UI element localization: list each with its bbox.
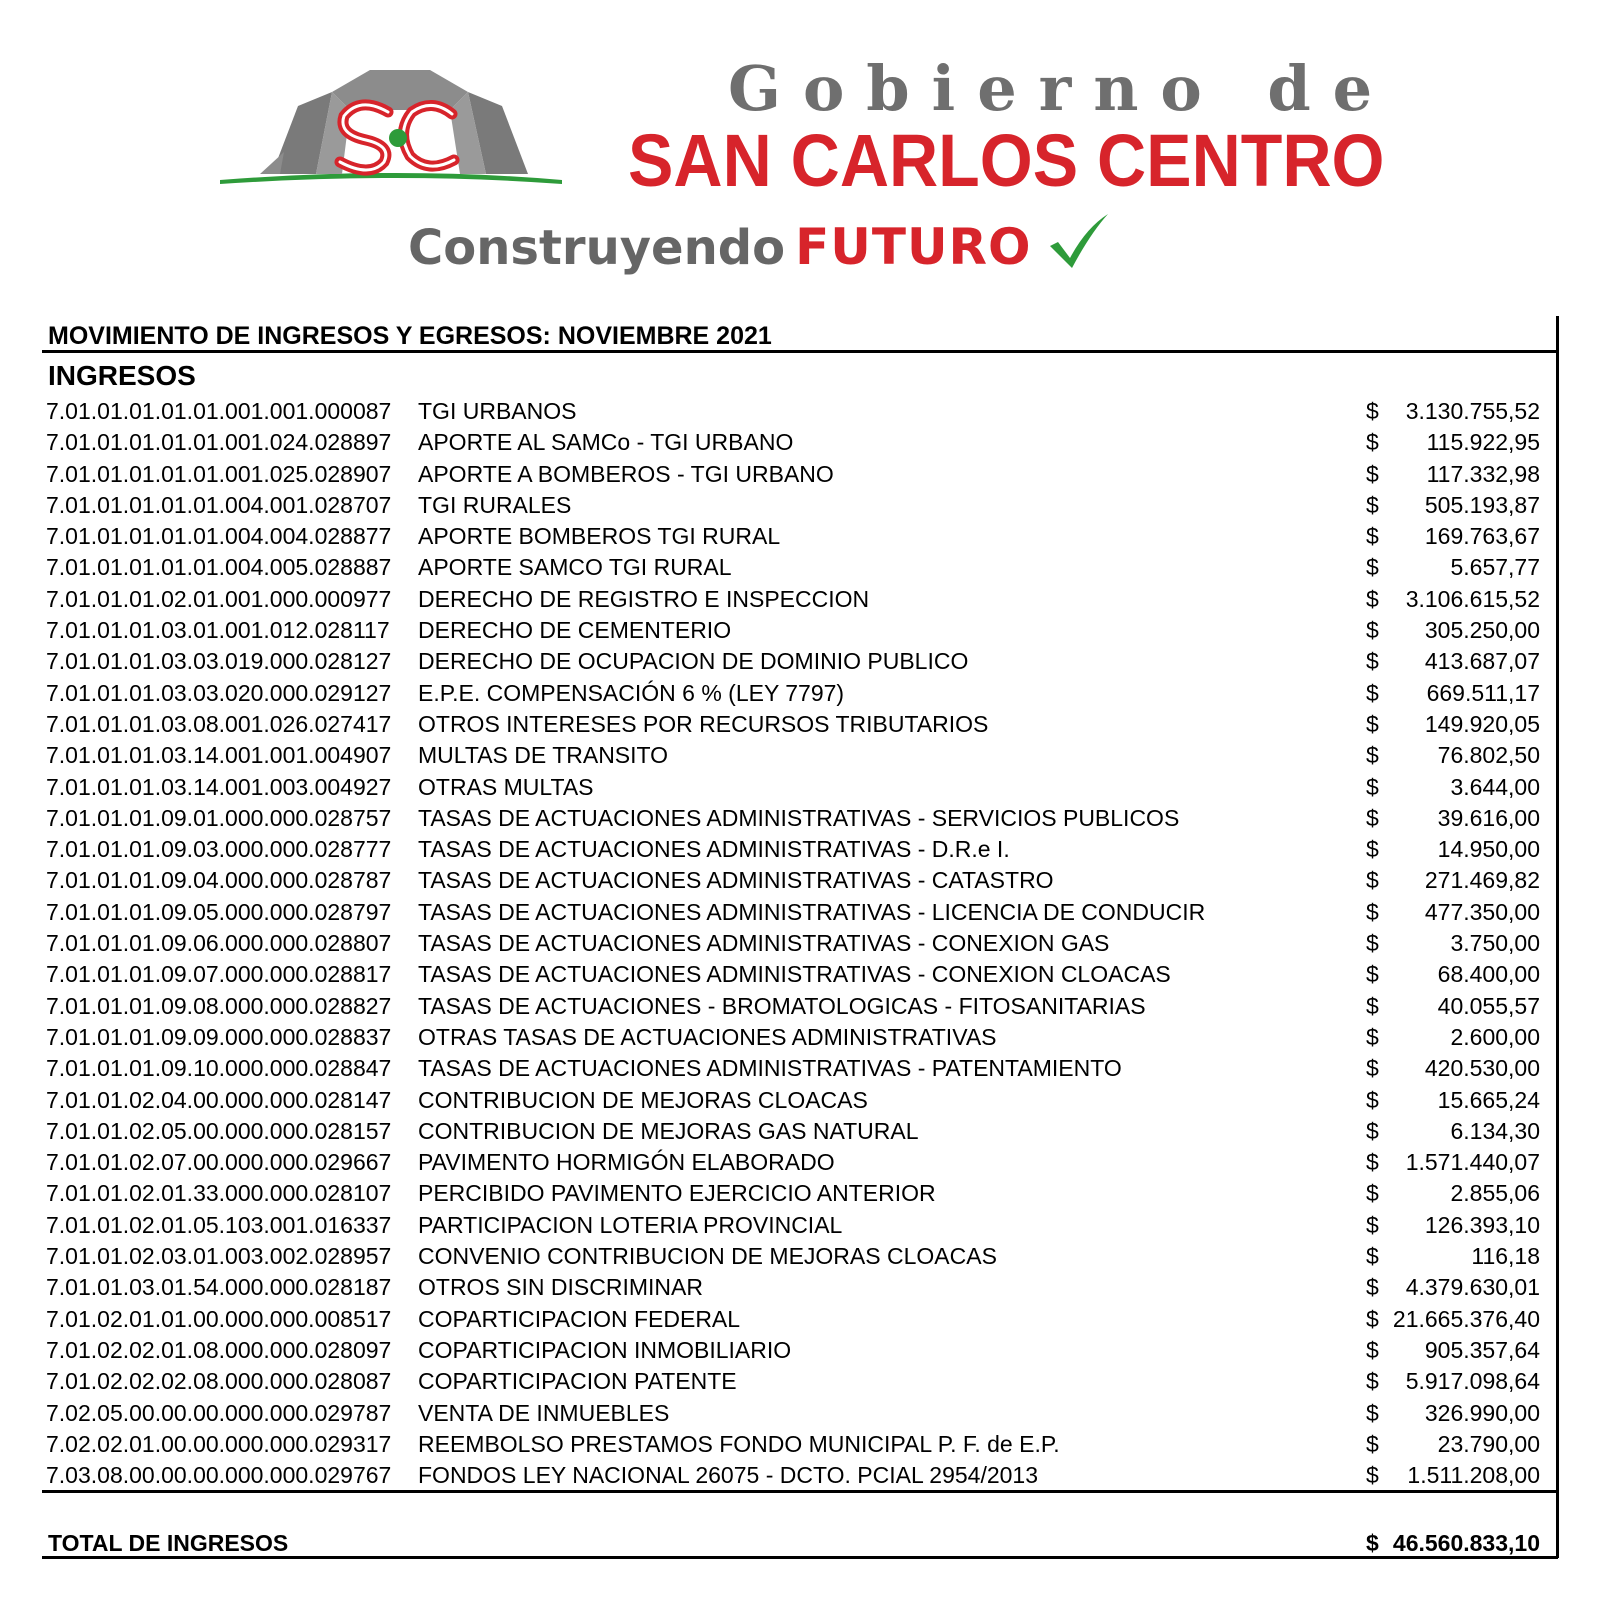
currency-symbol: $	[1366, 1336, 1379, 1363]
currency-symbol: $	[1366, 1055, 1379, 1082]
table-row	[0, 803, 1560, 834]
amount-value: 477.350,00	[1424, 898, 1540, 925]
account-description: APORTE A BOMBEROS - TGI URBANO	[418, 460, 834, 487]
amount-value: 169.763,67	[1424, 523, 1540, 550]
amount-value: 2.600,00	[1450, 1023, 1540, 1050]
account-code: 7.01.01.01.03.14.001.001.004907	[46, 742, 392, 769]
table-row	[0, 959, 1560, 990]
total-top-rule	[42, 1490, 1558, 1493]
account-description: DERECHO DE CEMENTERIO	[418, 617, 732, 644]
account-description: DERECHO DE REGISTRO E INSPECCION	[418, 585, 870, 612]
account-code: 7.01.01.02.05.00.000.000.028157	[46, 1117, 392, 1144]
account-description: TASAS DE ACTUACIONES ADMINISTRATIVAS - SERVICIOS PUBLICOS	[418, 804, 1180, 831]
account-code: 7.01.01.01.09.04.000.000.028787	[46, 867, 392, 894]
table-row	[0, 709, 1560, 740]
account-code: 7.01.01.01.01.01.001.025.028907	[46, 460, 392, 487]
table-row	[0, 991, 1560, 1022]
table-row	[0, 928, 1560, 959]
account-description: DERECHO DE OCUPACION DE DOMINIO PUBLICO	[418, 648, 969, 675]
amount-value: 149.920,05	[1424, 710, 1540, 737]
currency-symbol: $	[1366, 554, 1379, 581]
letterhead	[0, 0, 1600, 300]
account-description: TASAS DE ACTUACIONES ADMINISTRATIVAS - CONEXION GAS	[418, 930, 1110, 957]
account-code: 7.01.01.01.03.03.020.000.029127	[46, 679, 392, 706]
currency-symbol: $	[1366, 523, 1379, 550]
total-label: TOTAL DE INGRESOS	[48, 1530, 289, 1556]
tagline-futuro: FUTURO	[795, 218, 1032, 276]
amount-value: 420.530,00	[1424, 1055, 1540, 1082]
currency-symbol: $	[1366, 429, 1379, 456]
currency-symbol: $	[1366, 679, 1379, 706]
table-row	[0, 396, 1560, 427]
account-code: 7.01.02.02.01.08.000.000.028097	[46, 1336, 392, 1363]
table-row	[0, 1116, 1560, 1147]
currency-symbol: $	[1366, 1399, 1379, 1426]
account-description: TASAS DE ACTUACIONES ADMINISTRATIVAS - CONEXION CLOACAS	[418, 961, 1171, 988]
account-code: 7.01.01.01.09.09.000.000.028837	[46, 1023, 392, 1050]
table-row	[0, 1272, 1560, 1303]
account-description: PERCIBIDO PAVIMENTO EJERCICIO ANTERIOR	[418, 1180, 936, 1207]
table-row	[0, 1366, 1560, 1397]
account-description: APORTE BOMBEROS TGI RURAL	[418, 523, 781, 550]
amount-value: 2.855,06	[1450, 1180, 1540, 1207]
section-heading: INGRESOS	[48, 360, 196, 391]
account-code: 7.01.01.01.09.10.000.000.028847	[46, 1055, 392, 1082]
currency-symbol: $	[1366, 491, 1379, 518]
amount-value: 116,18	[1471, 1243, 1540, 1270]
amount-value: 4.379.630,01	[1405, 1274, 1540, 1301]
currency-symbol: $	[1366, 1430, 1379, 1457]
account-code: 7.01.01.01.01.01.004.004.028877	[46, 523, 392, 550]
amount-value: 305.250,00	[1424, 617, 1540, 644]
account-code: 7.01.01.01.09.03.000.000.028777	[46, 836, 392, 863]
amount-value: 76.802,50	[1437, 742, 1540, 769]
account-description: COPARTICIPACION INMOBILIARIO	[418, 1336, 792, 1363]
table-row	[0, 772, 1560, 803]
table-row	[0, 584, 1560, 615]
currency-symbol: $	[1366, 930, 1379, 957]
account-code: 7.03.08.00.00.00.000.000.029767	[46, 1462, 392, 1489]
currency-symbol: $	[1366, 1462, 1379, 1489]
account-code: 7.02.02.01.00.00.000.000.029317	[46, 1430, 392, 1457]
total-amount: 46.560.833,10	[1392, 1530, 1540, 1556]
account-code: 7.01.01.01.01.01.004.005.028887	[46, 554, 392, 581]
currency-symbol: $	[1366, 1086, 1379, 1113]
amount-value: 6.134,30	[1450, 1117, 1540, 1144]
table-row	[0, 521, 1560, 552]
table-row	[0, 1085, 1560, 1116]
table-row	[0, 552, 1560, 583]
amount-value: 3.130.755,52	[1405, 398, 1540, 424]
account-code: 7.01.01.03.01.54.000.000.028187	[46, 1274, 392, 1301]
account-code: 7.01.01.01.09.01.000.000.028757	[46, 804, 392, 831]
amount-value: 1.511.208,00	[1407, 1462, 1540, 1489]
account-code: 7.01.01.02.03.01.003.002.028957	[46, 1243, 392, 1270]
table-row	[0, 1398, 1560, 1429]
account-description: OTROS INTERESES POR RECURSOS TRIBUTARIOS	[418, 710, 989, 737]
currency-symbol: $	[1366, 1274, 1379, 1301]
amount-value: 117.332,98	[1426, 460, 1540, 487]
currency-symbol: $	[1366, 867, 1379, 894]
table-row	[0, 834, 1560, 865]
amount-value: 3.644,00	[1450, 773, 1540, 800]
currency-symbol: $	[1366, 1149, 1379, 1176]
table-row	[0, 615, 1560, 646]
amount-value: 3.106.615,52	[1405, 585, 1540, 612]
amount-value: 15.665,24	[1437, 1086, 1540, 1113]
account-description: FONDOS LEY NACIONAL 26075 - DCTO. PCIAL 2954/2013	[418, 1462, 1039, 1489]
amount-value: 21.665.376,40	[1392, 1305, 1540, 1332]
account-description: E.P.E. COMPENSACIÓN 6 % (LEY 7797)	[418, 679, 845, 706]
amount-value: 23.790,00	[1437, 1430, 1540, 1457]
currency-symbol: $	[1366, 1211, 1379, 1238]
account-description: CONTRIBUCION DE MEJORAS GAS NATURAL	[418, 1117, 919, 1144]
brand-gobierno-de: Gobierno de	[728, 52, 1395, 125]
table-row	[0, 427, 1560, 458]
amount-value: 669.511,17	[1426, 679, 1540, 706]
account-code: 7.01.01.02.07.00.000.000.029667	[46, 1149, 392, 1176]
amount-value: 5.657,77	[1450, 554, 1540, 581]
table-row	[0, 1460, 1560, 1491]
currency-symbol: $	[1366, 804, 1379, 831]
account-description: VENTA DE INMUEBLES	[418, 1399, 670, 1426]
currency-symbol: $	[1366, 742, 1379, 769]
account-code: 7.01.01.01.03.01.001.012.028117	[46, 617, 390, 644]
table-row	[0, 1022, 1560, 1053]
account-description: CONVENIO CONTRIBUCION DE MEJORAS CLOACAS	[418, 1243, 997, 1270]
currency-symbol: $	[1366, 898, 1379, 925]
account-code: 7.01.01.01.01.01.001.001.000087	[46, 398, 392, 424]
amount-value: 505.193,87	[1424, 491, 1540, 518]
amount-value: 326.990,00	[1424, 1399, 1540, 1426]
amount-value: 126.393,10	[1424, 1211, 1540, 1238]
currency-symbol: $	[1366, 460, 1379, 487]
table-row	[0, 897, 1560, 928]
account-code: 7.01.01.01.09.07.000.000.028817	[46, 961, 392, 988]
table-row	[0, 646, 1560, 677]
currency-symbol: $	[1366, 1243, 1379, 1270]
tagline-construyendo: Construyendo	[408, 220, 786, 276]
amount-value: 39.616,00	[1437, 804, 1540, 831]
table-row	[0, 1241, 1560, 1272]
account-description: REEMBOLSO PRESTAMOS FONDO MUNICIPAL P. F. de E.P.	[418, 1430, 1060, 1457]
brand-tagline	[408, 212, 1110, 276]
account-code: 7.01.01.01.03.08.001.026.027417	[46, 710, 392, 737]
account-description: MULTAS DE TRANSITO	[418, 742, 669, 769]
account-code: 7.01.01.01.09.05.000.000.028797	[46, 898, 392, 925]
table-row	[0, 1335, 1560, 1366]
account-description: OTRAS TASAS DE ACTUACIONES ADMINISTRATIVAS	[418, 1023, 997, 1050]
amount-value: 68.400,00	[1437, 961, 1540, 988]
table-row	[0, 1429, 1560, 1460]
total-currency: $	[1366, 1530, 1379, 1556]
income-table	[0, 396, 1560, 1491]
account-description: TASAS DE ACTUACIONES ADMINISTRATIVAS - LICENCIA DE CONDUCIR	[418, 898, 1206, 925]
amount-value: 1.571.440,07	[1405, 1149, 1540, 1176]
brand-municipality-name: SAN CARLOS CENTRO	[628, 119, 1385, 202]
report-title: MOVIMIENTO DE INGRESOS Y EGRESOS: NOVIEMBRE 2021	[48, 322, 772, 350]
currency-symbol: $	[1366, 617, 1379, 644]
currency-symbol: $	[1366, 773, 1379, 800]
account-description: TASAS DE ACTUACIONES - BROMATOLOGICAS - FITOSANITARIAS	[418, 992, 1146, 1019]
amount-value: 115.922,95	[1426, 429, 1540, 456]
currency-symbol: $	[1366, 1117, 1379, 1144]
account-description: PARTICIPACION LOTERIA PROVINCIAL	[418, 1211, 843, 1238]
table-row	[0, 1210, 1560, 1241]
currency-symbol: $	[1366, 1368, 1379, 1395]
account-code: 7.01.01.02.01.05.103.001.016337	[46, 1211, 392, 1238]
table-row	[0, 1304, 1560, 1335]
account-description: TASAS DE ACTUACIONES ADMINISTRATIVAS - CATASTRO	[418, 867, 1054, 894]
account-code: 7.01.01.01.01.01.001.024.028897	[46, 429, 392, 456]
currency-symbol: $	[1366, 1305, 1379, 1332]
currency-symbol: $	[1366, 648, 1379, 675]
currency-symbol: $	[1366, 836, 1379, 863]
amount-value: 413.687,07	[1424, 648, 1540, 675]
table-row	[0, 1147, 1560, 1178]
title-rule	[42, 350, 1558, 353]
currency-symbol: $	[1366, 1180, 1379, 1207]
amount-value: 271.469,82	[1424, 867, 1540, 894]
table-row	[0, 740, 1560, 771]
table-row	[0, 490, 1560, 521]
currency-symbol: $	[1366, 710, 1379, 737]
account-code: 7.01.01.01.02.01.001.000.000977	[46, 585, 392, 612]
account-description: TASAS DE ACTUACIONES ADMINISTRATIVAS - PATENTAMIENTO	[418, 1055, 1122, 1082]
account-code: 7.01.01.01.03.03.019.000.028127	[46, 648, 392, 675]
table-row	[0, 1053, 1560, 1084]
checkmark-icon	[1046, 212, 1110, 272]
account-description: OTROS SIN DISCRIMINAR	[418, 1274, 703, 1301]
amount-value: 3.750,00	[1450, 930, 1540, 957]
currency-symbol: $	[1366, 398, 1379, 424]
account-code: 7.01.01.01.03.14.001.003.004927	[46, 773, 392, 800]
account-code: 7.01.01.02.04.00.000.000.028147	[46, 1086, 392, 1113]
account-description: PAVIMENTO HORMIGÓN ELABORADO	[418, 1149, 835, 1176]
account-description: TASAS DE ACTUACIONES ADMINISTRATIVAS - D.R.e I.	[418, 836, 1010, 863]
currency-symbol: $	[1366, 961, 1379, 988]
account-code: 7.02.05.00.00.00.000.000.029787	[46, 1399, 392, 1426]
account-description: APORTE SAMCO TGI RURAL	[418, 554, 732, 581]
account-description: OTRAS MULTAS	[418, 773, 594, 800]
account-code: 7.01.01.01.09.06.000.000.028807	[46, 930, 392, 957]
account-description: COPARTICIPACION PATENTE	[418, 1368, 737, 1395]
account-description: CONTRIBUCION DE MEJORAS CLOACAS	[418, 1086, 868, 1113]
account-description: TGI URBANOS	[418, 398, 577, 424]
account-description: TGI RURALES	[418, 491, 572, 518]
table-row	[0, 865, 1560, 896]
table-row	[0, 1178, 1560, 1209]
account-code: 7.01.01.01.09.08.000.000.028827	[46, 992, 392, 1019]
total-bottom-rule	[42, 1556, 1558, 1559]
account-code: 7.01.02.02.02.08.000.000.028087	[46, 1368, 392, 1395]
amount-value: 5.917.098,64	[1405, 1368, 1540, 1395]
table-row	[0, 459, 1560, 490]
dome-logo-icon	[220, 62, 580, 192]
account-description: COPARTICIPACION FEDERAL	[418, 1305, 741, 1332]
currency-symbol: $	[1366, 585, 1379, 612]
currency-symbol: $	[1366, 992, 1379, 1019]
currency-symbol: $	[1366, 1023, 1379, 1050]
table-row	[0, 678, 1560, 709]
amount-value: 40.055,57	[1437, 992, 1540, 1019]
account-code: 7.01.02.01.01.00.000.000.008517	[46, 1305, 392, 1332]
account-description: APORTE AL SAMCo - TGI URBANO	[418, 429, 794, 456]
amount-value: 14.950,00	[1437, 836, 1540, 863]
account-code: 7.01.01.02.01.33.000.000.028107	[46, 1180, 392, 1207]
amount-value: 905.357,64	[1424, 1336, 1540, 1363]
account-code: 7.01.01.01.01.01.004.001.028707	[46, 491, 392, 518]
